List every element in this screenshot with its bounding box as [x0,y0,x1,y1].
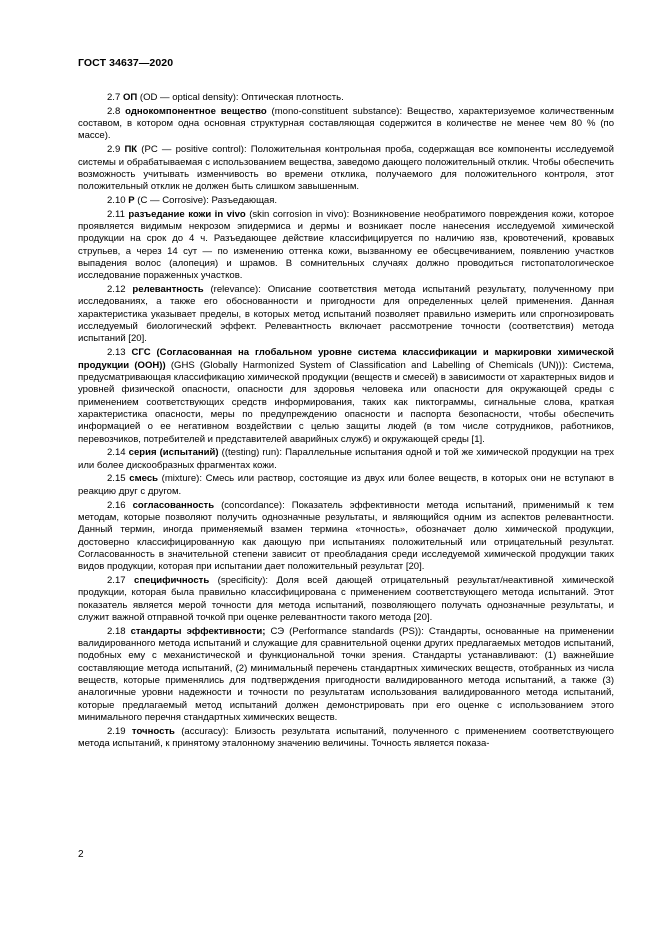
entry-term: однокомпонентное вещество [125,105,267,117]
definition-entry [78,575,614,624]
entry-term: Р [128,194,135,206]
entry-term: ПК [124,144,138,156]
definition-entry [78,500,614,574]
definition-entry [78,144,614,193]
definition-entry [78,473,614,498]
definition-entry [78,284,614,346]
entry-term: ОП [122,92,138,103]
entry-term: стандарты эффективности; [130,625,266,637]
entry-text: (specificity): Доля всей дающей отрицательный результат/неактивной химической продукции, которая была правильно классифицирована с применением соответствующего метода испытаний. Этот показатель является мерой точности для метода испытаний, позволяющего получать однозначные результаты, и служит важной отправной точкой при оценке релевантности такого метода [20]. [78,574,614,623]
entry-number: 2.8 [107,105,121,117]
entry-number: 2.13 [107,347,126,359]
entry-text: (concordance): Показатель эффективности метода испытаний, применимый к тем методам, которые позволяют получить однозначные результаты, и являющийся одним из аспектов релевантности. Данный термин, иногда применяемый взамен термина «точность», обозначает долю химической продукции, достоверно классифицированную как дающую при испытаниях положительный или отрицательный результат. Согласованность в значительной степени зависит от преобладания среди исследуемой химической продукции таких видов продукции, которая при испытании дает положительный результат [20]. [78,499,614,573]
entry-text: (PC — positive control): Положительная контрольная проба, содержащая все компоненты исследуемой системы и обрабатываемая с использованием вещества, заведомо дающего положительный отклик. Чтобы обеспечить возможность учитывать изменчивость во времени отклика, получаемого для положительного контроля, этот положительный отклик не должен быть слишком завышенным. [78,144,614,193]
definition-entry [78,726,614,751]
definition-entry [78,626,614,725]
entry-number: 2.17 [107,574,126,586]
entry-text: (OD — optical density): Оптическая плотность. [137,92,344,103]
entry-number: 2.11 [107,208,125,220]
entry-text: (accuracy): Близость результата испытаний, полученного с применением соответствующего метода испытаний, к принятому эталонному значению величины. Точность является показа- [78,725,614,750]
document-header: ГОСТ 34637—2020 [78,57,174,69]
page-number: 2 [78,849,84,860]
entry-text: (mono-constituent substance): Вещество, характеризуемое количественным составом, в котором одна основная структурная составляющая содержится в количестве не менее чем 80 % (по массе). [78,105,614,142]
entry-term: специфичность [134,574,210,586]
entry-text: (skin corrosion in vivo): Возникновение необратимого повреждения кожи, которое проявляется видимым некрозом эпидермиса и дермы и возникает после нанесения исследуемой химической продукции на срок до 4 ч. Разъедающее действие классифицируется по наличию язв, кровотечений, кровавых струпьев, а через 14 сут — по изменению оттенка кожи, вызванному ее обесцвечиванием, появлению участков выпадения волос (алопеция) и шрамов. В сомнительных случаях должно проводиться гистопатологическое исследование пораженных участков. [78,208,614,282]
entry-term: согласованность [132,499,215,511]
entry-number: 2.16 [107,499,126,511]
entry-text: (GHS (Globally Harmonized System of Classification and Labelling of Chemicals (UN))): Система, предусматривающая классификацию химической продукции (веществ и смесей) в зависимости от характерных видов и уровней физической опасности, опасности для здоровья человека или опасности для окружающей среды с применением соответствующих средств информирования, таких как пиктограммы, сигнальные слова, краткая характеристика опасности, меры по предупреждению опасности и паспорта безопасности, чтобы обеспечить информацией о ее негативном воздействии с целью защиты людей (в том числе сотрудников, работников, перевозчиков, потребителей и представителей аварийных служб) и окружающей среды [1]. [78,359,614,445]
entry-text: (mixture): Смесь или раствор, состоящие из двух или более веществ, в которых они не вступают в реакцию друг с другом. [78,473,614,497]
definition-entry [78,106,614,143]
definition-entry [78,92,614,104]
entry-term: релевантность [132,284,204,296]
definition-entry [78,347,614,446]
entry-number: 2.7 [107,92,121,103]
entry-number: 2.10 [107,194,126,206]
entry-text: (С — Corrosive): Разъедающая. [134,194,278,206]
definition-entry [78,209,614,283]
entry-text: ((testing) run): Параллельные испытания одной и той же химической продукции на трех или более дискообразных фрагментах кожи. [78,447,614,471]
entry-text: СЭ (Performance standards (PS)): Стандарты, основанные на применении валидированного метода испытаний и служащие для сравнительной оценки других предлагаемых методов испытаний, подобных ему с механистической и функциональной точки зрения. Стандарты устанавливают: (1) важнейшие составляющие метода испытаний, (2) минимальный перечень стандартных химических веществ, отобранных из числа веществ, которые применялись для подтверждения пригодности валидированного метода испытаний, а также (3) аналогичные уровни надежности и точности по результатам использования валидированного метода испытаний, которые предлагаемый метод испытаний должен демонстрировать при его оценке с использованием этого минимального перечня стандартных химических веществ. [78,625,614,724]
definition-entry [78,195,614,207]
entry-term: точность [131,725,175,737]
entry-number: 2.12 [107,284,126,296]
entry-number: 2.9 [107,144,121,156]
definition-entry [78,447,614,472]
entry-text: (relevance): Описание соответствия метода испытаний результату, полученному при исследованиях, а также его обоснованности и пригодности для определенных целей применения. Данная характеристика указывает пределы, в которых метод испытаний позволяет правильно измерить или спрогнозировать исследуемый биологический эффект. Релевантность включает рассмотрение точности (соответствия) метода испытаний [20]. [78,284,614,345]
entry-term: разъедание кожи in vivo [128,208,246,220]
entry-term: серия (испытаний) [128,447,219,459]
entry-number: 2.18 [107,625,126,637]
entry-term: смесь [129,473,158,485]
entry-number: 2.15 [107,473,126,485]
entry-term: СГС (Согласованная на глобальном уровне система классификации и маркировки химической продукции (ООН)) [78,347,614,371]
entry-number: 2.19 [107,725,126,737]
entry-number: 2.14 [107,447,126,459]
document-body [78,92,614,752]
